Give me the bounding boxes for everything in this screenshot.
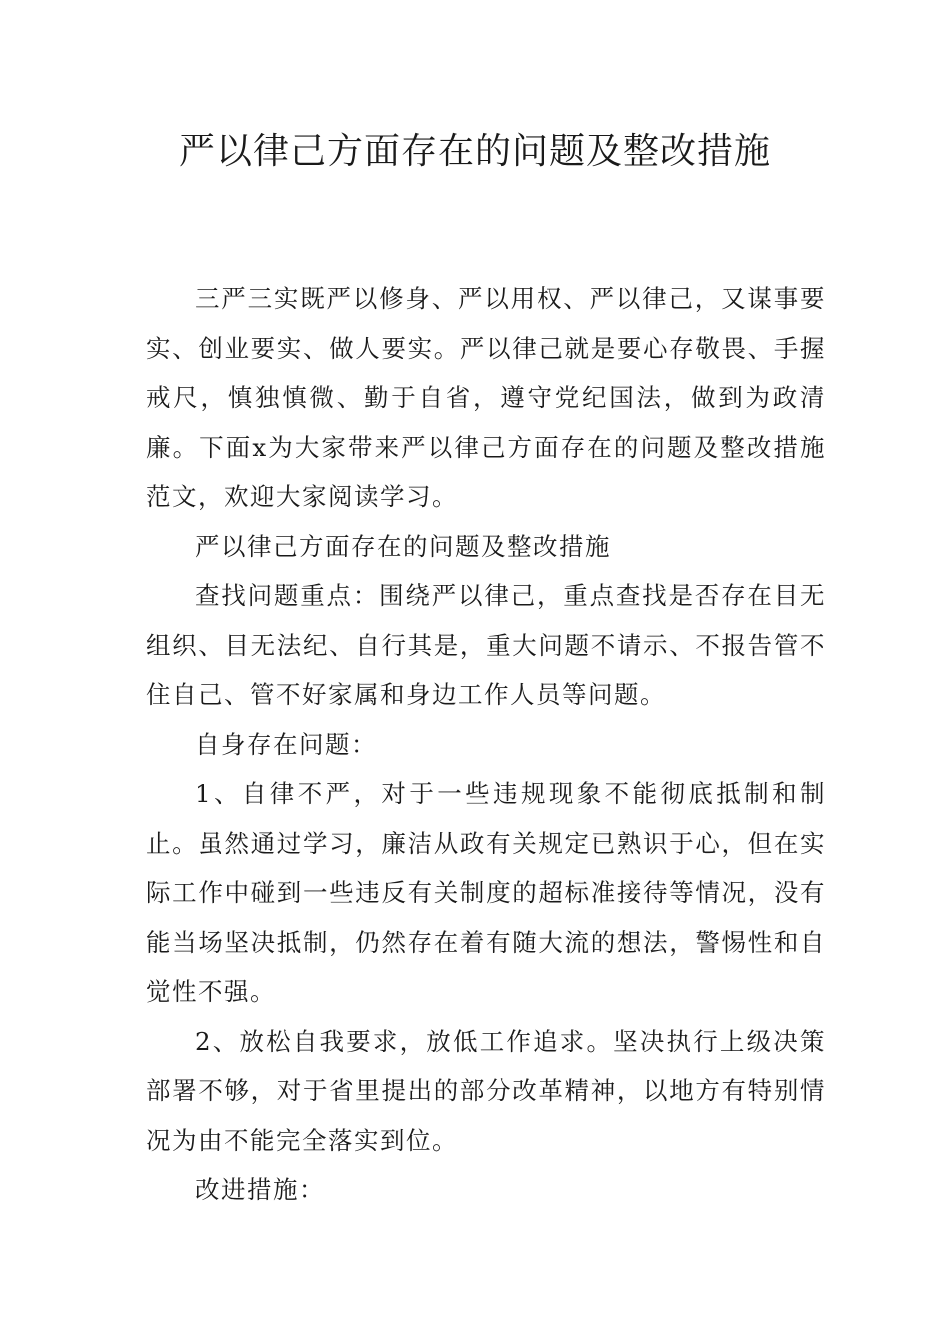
paragraph-issues-heading: 自身存在问题： [195, 729, 377, 759]
document-body [146, 274, 826, 1215]
paragraph-subtitle: 严以律己方面存在的问题及整改措施 [195, 531, 611, 561]
paragraph-issue-1: 1、自律不严，对于一些违规现象不能彻底抵制和制止。虽然通过学习，廉洁从政有关规定已熟识于心，但在实际工作中碰到一些违反有关制度的超标准接待等情况，没有能当场坚决抵制，仍然存在着有随大流的想法，警惕性和自觉性不强。 [146, 779, 826, 1006]
paragraph-measures-heading: 改进措施： [195, 1175, 325, 1204]
document-title: 严以律己方面存在的问题及整改措施 [178, 131, 771, 172]
paragraph-intro: 三严三实既严以修身、严以用权、严以律己，又谋事要实、创业要实、做人要实。严以律己就是要心存敬畏、手握戒尺，慎独慎微、勤于自省，遵守党纪国法，做到为政清廉。下面x为大家带来严以律己方面存在的问题及整改措施范文，欢迎大家阅读学习。 [146, 284, 826, 511]
paragraph-issue-2: 2、放松自我要求，放低工作追求。坚决执行上级决策部署不够，对于省里提出的部分改革精神，以地方有特别情况为由不能完全落实到位。 [146, 1026, 826, 1155]
paragraph-focus: 查找问题重点：围绕严以律己，重点查找是否存在目无组织、目无法纪、自行其是，重大问题不请示、不报告管不住自己、管不好家属和身边工作人员等问题。 [146, 581, 826, 709]
